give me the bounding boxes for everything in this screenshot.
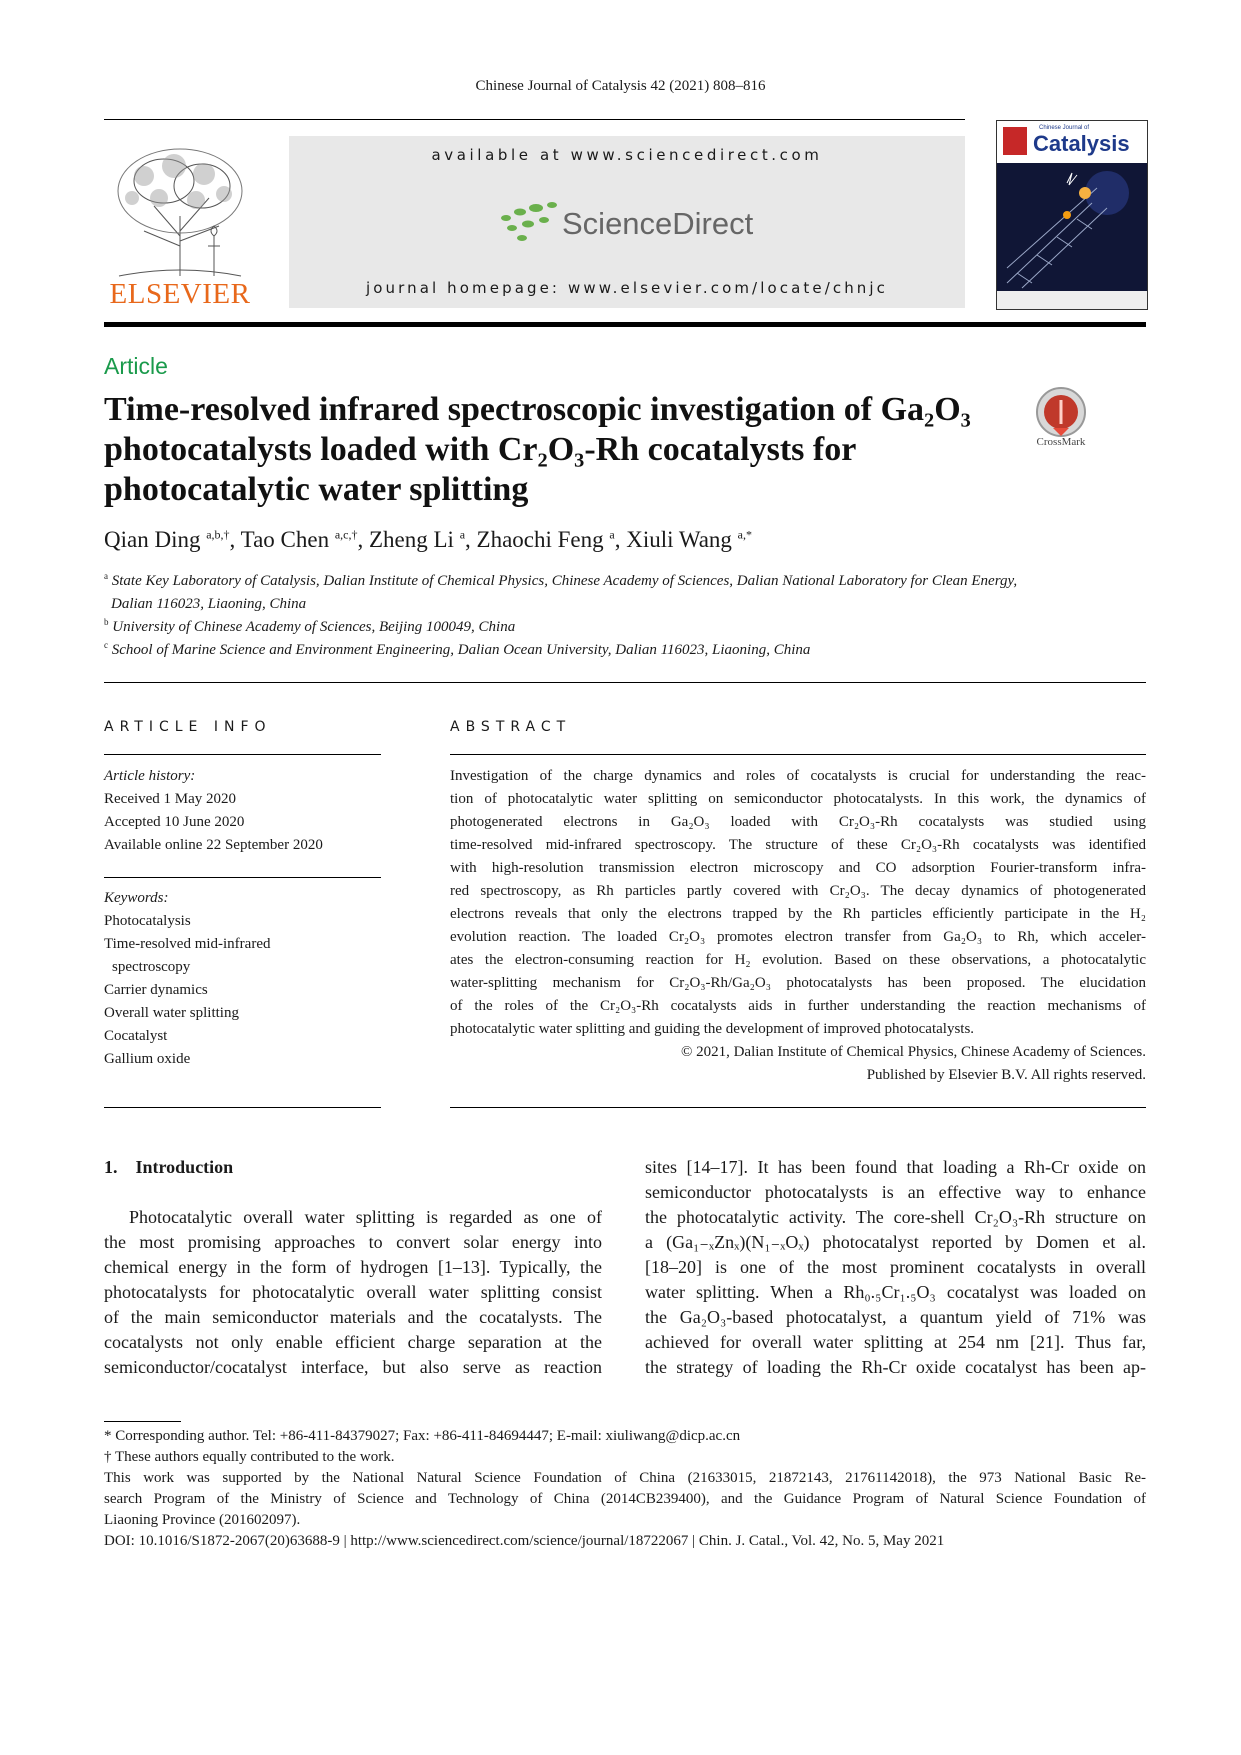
article-info-rule <box>104 754 381 755</box>
body-line: the photocatalytic activity. The core-shell Cr₂O₃-Rh structure on <box>645 1207 1146 1227</box>
abstract-line: photogenerated electrons in Ga₂O₃ loaded with Cr₂O₃-Rh cocatalysts was studied using <box>450 814 1146 830</box>
abstract-line: Investigation of the charge dynamics and roles of cocatalysts is crucial for understanding the reac- <box>450 768 1146 784</box>
corresponding-author-note: * Corresponding author. Tel: +86-411-84379027; Fax: +86-411-84694447; E-mail: xiuliwang@dicp.ac.cn <box>104 1428 741 1444</box>
history-item: Accepted 10 June 2020 <box>104 814 245 830</box>
author-name: Tao Chen <box>240 527 330 552</box>
keyword-item: Gallium oxide <box>104 1051 191 1067</box>
abstract-line: time-resolved mid-infrared spectroscopy. The structure of these Cr₂O₃-Rh cocatalysts was identified <box>450 837 1146 853</box>
body-line: photocatalysts for photocatalytic overall water splitting consist <box>104 1282 602 1302</box>
crossmark-label[interactable]: CrossMark <box>1036 436 1086 448</box>
affil-text: University of Chinese Academy of Sciences, Beijing 100049, China <box>112 619 516 635</box>
abstract-line: evolution reaction. The loaded Cr₂O₃ promotes electron transfer from Ga₂O₃ to Rh, which acceler- <box>450 929 1146 945</box>
footnote-rule <box>104 1421 181 1422</box>
body-line: sites [14–17]. It has been found that loading a Rh-Cr oxide on <box>645 1157 1146 1177</box>
abstract-line: ates the electron-consuming reaction for H₂ evolution. Based on these observations, a photocatalytic <box>450 952 1146 968</box>
author-name: Zheng Li <box>369 527 454 552</box>
keywords-rule <box>104 1107 381 1108</box>
journal-reference: Chinese Journal of Catalysis 42 (2021) 808–816 <box>475 78 766 94</box>
keyword-item: Carrier dynamics <box>104 982 208 998</box>
article-type: Article <box>104 353 168 379</box>
funding-line: Liaoning Province (201602097). <box>104 1512 301 1528</box>
author-name: Zhaochi Feng <box>476 527 604 552</box>
keyword-item: Cocatalyst <box>104 1028 168 1044</box>
cover-emblem <box>1003 127 1027 155</box>
keyword-item: Overall water splitting <box>104 1005 239 1021</box>
affiliation <box>104 573 1017 590</box>
body-line: a (Ga₁₋ₓZnₓ)(N₁₋ₓOₓ) photocatalyst reported by Domen et al. <box>645 1232 1146 1252</box>
abstract-line: tion of photocatalytic water splitting on semiconductor photocatalysts. In this work, the dynamics of <box>450 791 1146 807</box>
affiliation <box>104 642 810 659</box>
title-line: Time-resolved infrared spectroscopic investigation of Ga₂O₃ <box>104 391 971 428</box>
article-history <box>104 765 323 857</box>
abstract-line: water-splitting mechanism for Cr₂O₃-Rh/Ga₂O₃ photocatalysts has been proposed. The elucidation <box>450 975 1146 991</box>
cover-subtitle: Chinese Journal of <box>1039 125 1090 131</box>
keywords <box>104 887 271 1071</box>
body-line: cocatalysts not only enable efficient charge separation at the <box>104 1332 602 1352</box>
sciencedirect-wordmark: ScienceDirect <box>562 206 754 241</box>
funding-line: search Program of the Ministry of Science and Technology of China (2014CB239400), and the Guidance Program of Natural Science Foundation of <box>104 1491 1146 1507</box>
keywords-label: Keywords: <box>104 890 169 906</box>
author-affil-mark: a,* <box>737 527 752 542</box>
affil-mark: a <box>104 571 108 581</box>
author-name: Qian Ding <box>104 527 201 552</box>
keyword-item: Photocatalysis <box>104 913 191 929</box>
journal-homepage: journal homepage: www.elsevier.com/locate/chnjc <box>365 279 889 297</box>
doi-line[interactable]: DOI: 10.1016/S1872-2067(20)63688-9 | http://www.sciencedirect.com/science/journal/18722067 | Chin. J. Catal., Vol. 42, No. 5, May 2021 <box>104 1533 945 1549</box>
history-rule <box>104 877 381 878</box>
availability-line: available at www.sciencedirect.com <box>431 146 823 164</box>
affil-text: School of Marine Science and Environment Engineering, Dalian Ocean University, Dalian 116023, Liaoning, China <box>111 642 811 658</box>
abstract-line: red spectroscopy, as Rh particles partly covered with Cr₂O₃. The decay dynamics of photogenerated <box>450 883 1146 899</box>
equal-contribution-note: † These authors equally contributed to the work. <box>104 1449 395 1465</box>
author-affil-mark: a <box>459 527 466 542</box>
body-line: Photocatalytic overall water splitting is regarded as one of <box>129 1207 602 1227</box>
intro-left-column <box>104 1205 602 1380</box>
abstract-line: electrons reveals that only the electrons trapped by the Rh particles efficiently participate in the H₂ <box>450 906 1146 922</box>
intro-right-column <box>645 1155 1146 1380</box>
title-line: photocatalytic water splitting <box>104 471 529 508</box>
elsevier-wordmark: ELSEVIER <box>109 278 251 310</box>
author-name: Xiuli Wang <box>626 527 732 552</box>
title-line: photocatalysts loaded with Cr₂O₃-Rh cocatalysts for <box>104 431 857 468</box>
body-line: of the main semiconductor materials and the cocatalysts. The <box>104 1307 602 1327</box>
abstract-heading: ABSTRACT <box>450 719 572 735</box>
affiliation-rule <box>104 682 1146 683</box>
copyright-line: © 2021, Dalian Institute of Chemical Physics, Chinese Academy of Sciences. <box>680 1044 1146 1060</box>
affil-mark: c <box>104 640 108 650</box>
cover-footer <box>997 291 1147 309</box>
body-line: semiconductor/cocatalyst interface, but also serve as reaction <box>104 1357 602 1377</box>
abstract-line: photocatalytic water splitting and guiding the development of improved photocatalysts. <box>450 1021 975 1037</box>
author-affil-mark: a,c,† <box>334 527 358 542</box>
body-line: [18–20] is one of the most prominent cocatalysts in overall <box>645 1257 1146 1277</box>
article-info-heading: ARTICLE INFO <box>104 719 272 735</box>
journal-cover-image <box>996 120 1148 310</box>
footnotes <box>104 1426 1146 1552</box>
cover-title: Catalysis <box>1033 131 1130 156</box>
affiliation-continuation: Dalian 116023, Liaoning, China <box>111 596 307 612</box>
affil-text: State Key Laboratory of Catalysis, Dalian Institute of Chemical Physics, Chinese Academy of Sciences, Dalian National Laboratory for Clean Energy, <box>111 573 1018 589</box>
body-line: semiconductor photocatalysts is an effective way to enhance <box>645 1182 1146 1202</box>
abstract-body <box>450 765 1146 1041</box>
author-affil-mark: a,b,† <box>206 527 230 542</box>
header-bottom-rule <box>104 322 1146 327</box>
history-label: Article history: <box>104 768 196 784</box>
sciencedirect-dots-icon <box>498 200 558 246</box>
body-line: the most promising approaches to convert solar energy into <box>104 1232 602 1252</box>
body-line: chemical energy in the form of hydrogen [1–13]. Typically, the <box>104 1257 602 1277</box>
abstract-bottom-rule <box>450 1107 1146 1108</box>
abstract-line: with high-resolution transmission electron microscopy and CO adsorption Fourier-transform infra- <box>450 860 1146 876</box>
funding-line: This work was supported by the National Natural Science Foundation of China (21633015, 21872143, 21761142018), the 973 National Basic Re- <box>104 1470 1146 1486</box>
abstract-line: of the roles of the Cr₂O₃-Rh cocatalysts aids in further understanding the reaction mechanisms of <box>450 998 1146 1014</box>
history-item: Available online 22 September 2020 <box>104 837 323 853</box>
history-item: Received 1 May 2020 <box>104 791 237 807</box>
cover-nanotube-art <box>997 163 1147 291</box>
article-title <box>104 390 1024 510</box>
body-line: water splitting. When a Rh₀.₅Cr₁.₅O₃ cocatalyst was loaded on <box>645 1282 1146 1302</box>
author-list: Qian Ding $^{a,b,\dagger}$, Tao Chen $^{a,c,\dagger}$, Zheng Li $^a$, Zhaochi Feng $^a$, Xiuli Wang $^{a,*}$ <box>104 527 752 552</box>
cover-header <box>997 121 1147 163</box>
keyword-item: Time-resolved mid-infrared <box>104 936 271 952</box>
body-line: the strategy of loading the Rh-Cr oxide cocatalyst has been ap- <box>645 1357 1146 1377</box>
body-line: the Ga₂O₃-based photocatalyst, a quantum yield of 71% was <box>645 1307 1146 1327</box>
copyright-line: Published by Elsevier B.V. All rights reserved. <box>866 1067 1146 1083</box>
header-top-rule <box>104 119 965 120</box>
abstract-rule <box>450 754 1146 755</box>
body-line: achieved for overall water splitting at 254 nm [21]. Thus far, <box>645 1332 1146 1352</box>
author-affil-mark: a <box>609 527 615 542</box>
affil-mark: b <box>104 617 109 627</box>
keyword-item: spectroscopy <box>112 959 191 975</box>
section-heading: 1. Introduction <box>104 1157 234 1177</box>
copyright-notice <box>450 1041 1146 1087</box>
affiliation <box>104 619 515 636</box>
